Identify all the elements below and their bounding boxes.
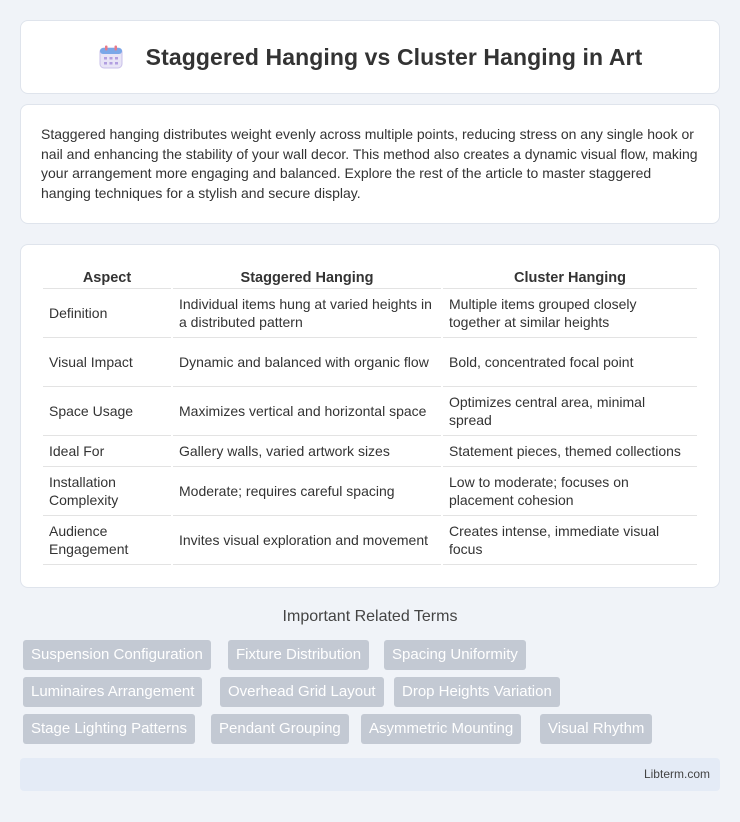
intro-text: Staggered hanging distributes weight evenly across multiple points, reducing stress on any single hook or nail and enhancing the stability of your wall decor. This method also creates a dynamic visual flow, making your arrangement more engaging and balanced. Explore the rest of the article to master staggered hanging techniques for a stylish and secure display. — [41, 126, 698, 201]
table-cell: Invites visual exploration and movement — [173, 516, 441, 565]
table-cell: Maximizes vertical and horizontal space — [173, 387, 441, 436]
related-terms-title: Important Related Terms — [282, 608, 458, 625]
table-cell: Audience Engagement — [43, 516, 171, 565]
intro-card — [20, 104, 720, 224]
table-cell: Low to moderate; focuses on placement cohesion — [443, 467, 697, 516]
table-cell: Space Usage — [43, 387, 171, 436]
header-card — [20, 20, 720, 94]
table-cell: Individual items hung at varied heights in a distributed pattern — [173, 289, 441, 338]
footer-brand[interactable]: Libterm.com — [643, 767, 710, 781]
related-term-tag[interactable]: Overhead Grid Layout — [220, 677, 384, 707]
related-term-tag[interactable]: Asymmetric Mounting — [361, 714, 521, 744]
page-title: Staggered Hanging vs Cluster Hanging in Art — [145, 43, 643, 70]
table-row — [43, 516, 697, 565]
table-row — [43, 338, 697, 387]
table-cell: Multiple items grouped closely together at similar heights — [443, 289, 697, 338]
related-term-tag[interactable]: Luminaires Arrangement — [23, 677, 202, 707]
related-term-tag[interactable]: Fixture Distribution — [228, 640, 369, 670]
table-cell: Definition — [43, 289, 171, 338]
table-cell: Dynamic and balanced with organic flow — [173, 338, 441, 387]
related-term-tag[interactable]: Drop Heights Variation — [394, 677, 560, 707]
table-cell: Statement pieces, themed collections — [443, 436, 697, 467]
comparison-table — [41, 265, 699, 565]
table-row — [43, 289, 697, 338]
footer — [20, 758, 720, 791]
column-header: Cluster Hanging — [443, 265, 697, 289]
calendar-icon — [98, 44, 124, 70]
related-term-tag[interactable]: Pendant Grouping — [211, 714, 349, 744]
column-header: Aspect — [43, 265, 171, 289]
table-cell: Moderate; requires careful spacing — [173, 467, 441, 516]
table-cell: Ideal For — [43, 436, 171, 467]
comparison-card — [20, 244, 720, 588]
related-term-tag[interactable]: Spacing Uniformity — [384, 640, 526, 670]
related-term-tag[interactable]: Stage Lighting Patterns — [23, 714, 195, 744]
column-header: Staggered Hanging — [173, 265, 441, 289]
table-row — [43, 387, 697, 436]
table-cell: Optimizes central area, minimal spread — [443, 387, 697, 436]
table-cell: Installation Complexity — [43, 467, 171, 516]
related-term-tag[interactable]: Suspension Configuration — [23, 640, 211, 670]
table-cell: Gallery walls, varied artwork sizes — [173, 436, 441, 467]
table-cell: Visual Impact — [43, 338, 171, 387]
related-term-tag[interactable]: Visual Rhythm — [540, 714, 652, 744]
table-header-row — [43, 265, 697, 289]
table-cell: Bold, concentrated focal point — [443, 338, 697, 387]
table-cell: Creates intense, immediate visual focus — [443, 516, 697, 565]
table-row — [43, 436, 697, 467]
table-row — [43, 467, 697, 516]
